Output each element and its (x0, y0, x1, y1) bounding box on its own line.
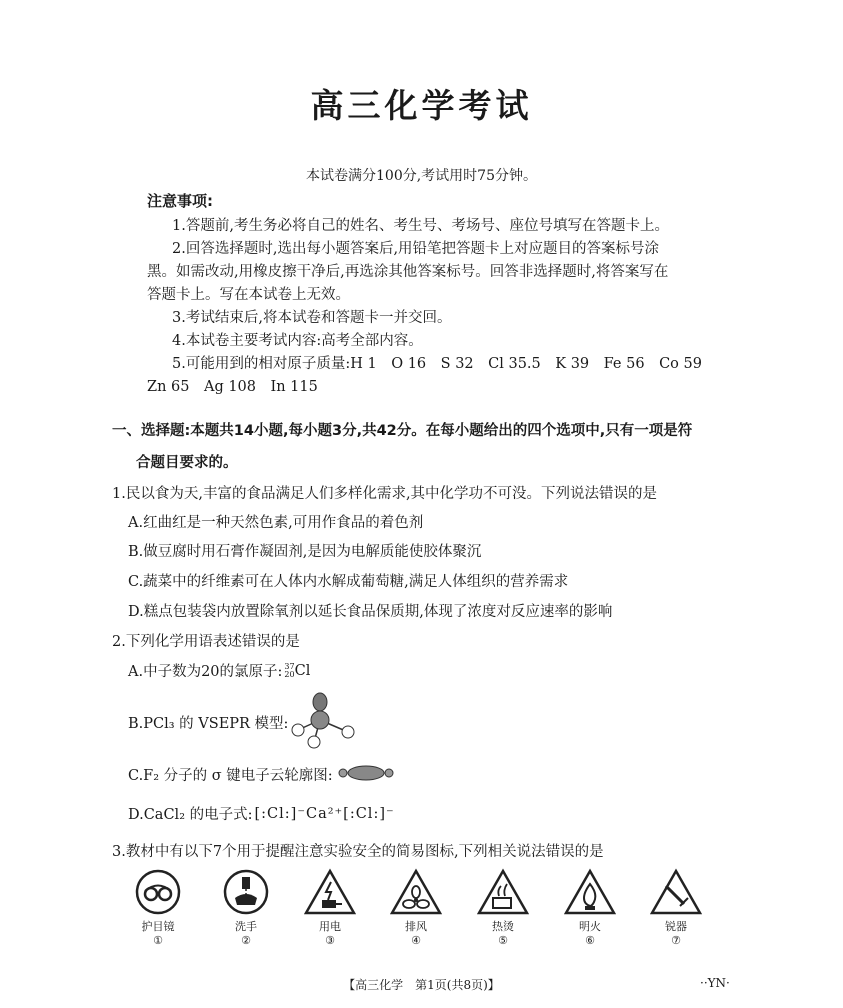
sigma-bond-orbital-diagram (338, 764, 394, 782)
electric-plug-icon-box (300, 868, 360, 947)
notes-line-1: 1.答题前,考生务必将自己的姓名、考生号、考场号、座位号填写在答题卡上。 (172, 218, 669, 234)
electron-formula: [:Cl:]⁻Ca²⁺[:Cl:]⁻ (254, 805, 395, 822)
icon-label: 热烫 (492, 920, 514, 933)
icon-number: ⑤ (498, 934, 508, 947)
notes-line-3: 黑。如需改动,用橡皮擦干净后,再选涂其他答案标号。回答非选择题时,将答案写在 (147, 264, 669, 280)
page-title: 高三化学考试 (310, 86, 533, 125)
icon-label: 洗手 (235, 920, 257, 933)
goggles-icon-box (128, 868, 188, 947)
notes-line-5: 3.考试结束后,将本试卷和答题卡一并交回。 (172, 310, 452, 326)
icon-number: ③ (325, 934, 335, 947)
q2-option-d-text: D.CaCl₂ 的电子式: (128, 807, 253, 823)
icon-number: ① (153, 934, 163, 947)
electric-plug-icon (304, 868, 356, 916)
q2-option-a (128, 660, 310, 681)
q2-option-b (128, 712, 288, 733)
icon-number: ⑥ (585, 934, 595, 947)
exhaust-fan-icon (390, 868, 442, 916)
hot-surface-icon (477, 868, 529, 916)
section-heading-cont: 合题目要求的。 (136, 455, 238, 471)
notes-line-6: 4.本试卷主要考试内容:高考全部内容。 (172, 333, 423, 349)
q2-option-d (128, 803, 395, 824)
isotope-numbers (284, 663, 294, 679)
open-flame-icon (564, 868, 616, 916)
exhaust-fan-icon-box (386, 868, 446, 947)
exam-info: 本试卷满分100分,考试用时75分钟。 (306, 168, 537, 184)
q1-stem: 1.民以食为天,丰富的食品满足人们多样化需求,其中化学功不可没。下列说法错误的是 (112, 486, 658, 502)
q1-option-c: C.蔬菜中的纤维素可在人体内水解成葡萄糖,满足人体组织的营养需求 (128, 574, 569, 590)
element-symbol: Cl (294, 662, 311, 679)
mass-number: 37 (284, 661, 295, 671)
q2-option-c (128, 764, 333, 785)
vsepr-model-diagram (286, 690, 358, 750)
icon-number: ④ (411, 934, 421, 947)
icon-label: 护目镜 (141, 920, 175, 933)
page-footer: 【高三化学 第1页(共8页)】 (343, 978, 500, 992)
safety-icons (128, 868, 708, 948)
sharp-object-icon-box (646, 868, 706, 947)
goggles-icon (134, 868, 182, 916)
notes-line-7: 5.可能用到的相对原子质量:H 1 O 16 S 32 Cl 35.5 K 39 Fe 56 Co 59 (172, 356, 702, 372)
icon-label: 用电 (319, 920, 341, 933)
notes-line-2: 2.回答选择题时,选出每小题答案后,用铅笔把答题卡上对应题目的答案标号涂 (172, 241, 660, 257)
atomic-number: 20 (284, 669, 295, 679)
q1-option-d: D.糕点包装袋内放置除氧剂以延长食品保质期,体现了浓度对反应速率的影响 (128, 604, 613, 620)
icon-number: ② (241, 934, 251, 947)
notes-heading: 注意事项: (147, 192, 213, 210)
icon-label: 明火 (579, 920, 601, 933)
sharp-object-icon (650, 868, 702, 916)
hot-surface-icon-box (473, 868, 533, 947)
q2-stem: 2.下列化学用语表述错误的是 (112, 634, 300, 650)
notes-line-4: 答题卡上。写在本试卷上无效。 (147, 287, 350, 303)
hand-wash-icon-box (216, 868, 276, 947)
q1-option-a: A.红曲红是一种天然色素,可用作食品的着色剂 (128, 515, 424, 531)
section-heading: 一、选择题:本题共14小题,每小题3分,共42分。在每小题给出的四个选项中,只有一项是符 (112, 423, 693, 439)
q2-option-b-text: B.PCl₃ 的 VSEPR 模型: (128, 716, 289, 732)
open-flame-icon-box (560, 868, 620, 947)
footer-code: ··YN· (700, 976, 730, 990)
icon-label: 排风 (405, 920, 427, 933)
q3-stem: 3.教材中有以下7个用于提醒注意实验安全的简易图标,下列相关说法错误的是 (112, 844, 604, 860)
icon-number: ⑦ (671, 934, 681, 947)
q2-option-c-text: C.F₂ 分子的 σ 键电子云轮廓图: (128, 768, 333, 784)
q1-option-b: B.做豆腐时用石膏作凝固剂,是因为电解质能使胶体聚沉 (128, 544, 482, 560)
hand-wash-icon (222, 868, 270, 916)
q2-option-a-text: A.中子数为20的氯原子: (128, 664, 283, 680)
icon-label: 锐器 (665, 920, 687, 933)
notes-line-8: Zn 65 Ag 108 In 115 (147, 379, 318, 395)
